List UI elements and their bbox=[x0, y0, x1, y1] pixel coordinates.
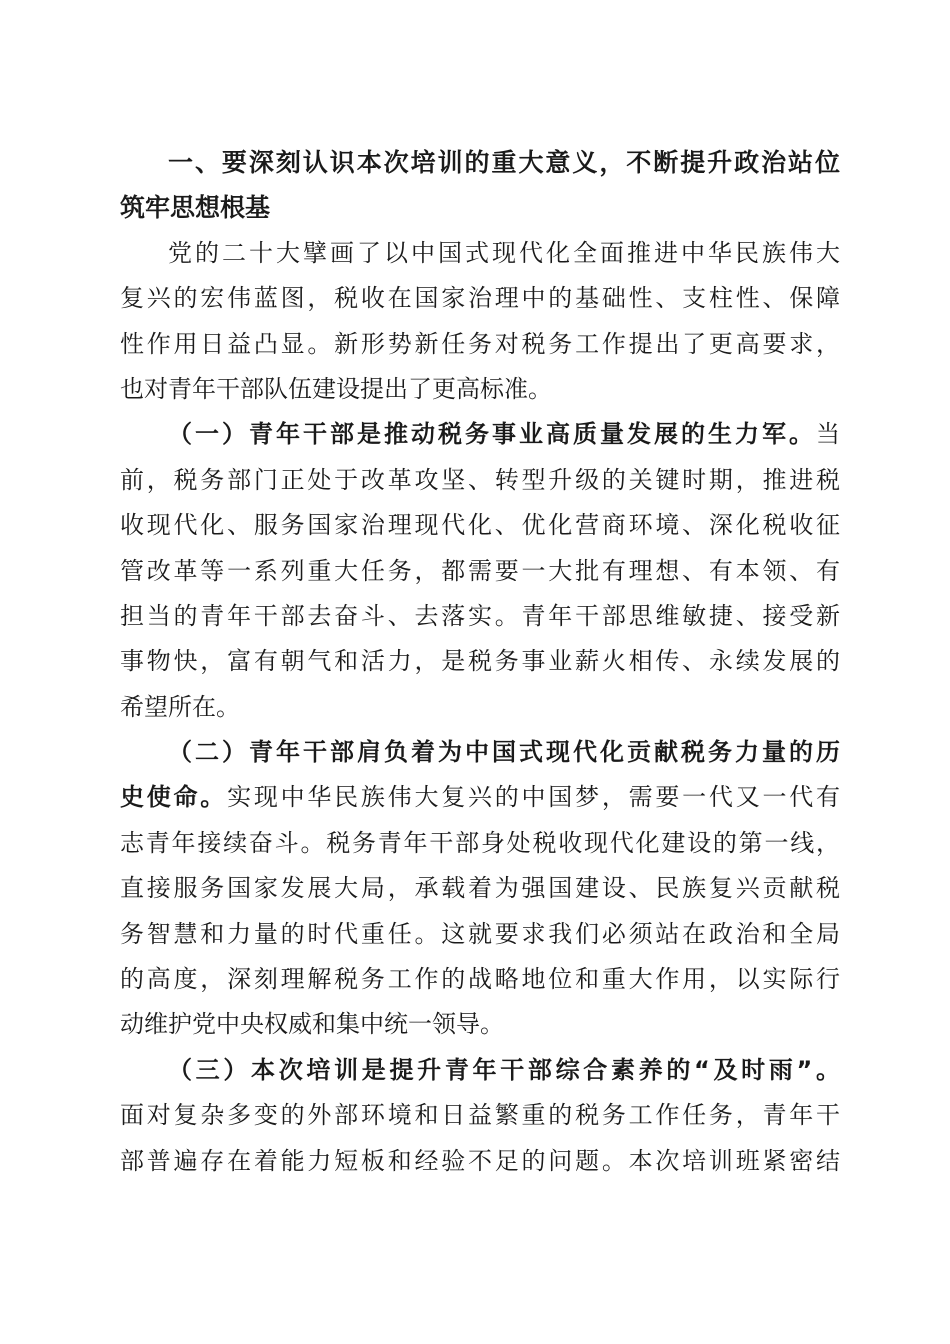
paragraph-line: 希望所在。 bbox=[120, 692, 240, 721]
subsection-2-second-line bbox=[120, 775, 840, 820]
paragraph-line: 前，税务部门正处于改革攻坚、转型升级的关键时期，推进税 bbox=[120, 465, 840, 494]
paragraph-line: 管改革等一系列重大任务，都需要一大批有理想、有本领、有 bbox=[120, 556, 840, 585]
subsection-3-lead: （三）本次培训是提升青年干部综合素养的“及时雨”。 bbox=[168, 1055, 840, 1084]
intro-paragraph bbox=[120, 231, 840, 413]
document-page bbox=[120, 140, 840, 1184]
subsection-1-lead: （一）青年干部是推动税务事业高质量发展的生力军。 bbox=[168, 420, 816, 449]
subsection-3 bbox=[120, 1048, 840, 1184]
paragraph-line: 事物快，富有朝气和活力，是税务事业薪火相传、永续发展的 bbox=[120, 647, 840, 676]
subsection-2-second-tail: 实现中华民族伟大复兴的中国梦，需要一代又一代有 bbox=[227, 783, 840, 812]
section-heading bbox=[120, 140, 840, 231]
subsection-2-lead-line-1: （二）青年干部肩负着为中国式现代化贡献税务力量的历 bbox=[168, 738, 840, 767]
paragraph-line: 志青年接续奋斗。税务青年干部身处税收现代化建设的第一线， bbox=[120, 828, 840, 857]
subsection-2 bbox=[120, 730, 840, 1048]
paragraph-line: 直接服务国家发展大局，承载着为强国建设、民族复兴贡献税 bbox=[120, 874, 840, 903]
heading-line-2: 筑牢思想根基 bbox=[120, 193, 271, 223]
paragraph-line: 党的二十大擘画了以中国式现代化全面推进中华民族伟大 bbox=[168, 238, 840, 267]
paragraph-line: 性作用日益凸显。新形势新任务对税务工作提出了更高要求， bbox=[120, 329, 840, 358]
paragraph-line: 动维护党中央权威和集中统一领导。 bbox=[120, 1010, 504, 1039]
paragraph-line: 也对青年干部队伍建设提出了更高标准。 bbox=[120, 374, 552, 403]
subsection-2-lead-line-2: 史使命。 bbox=[120, 783, 228, 812]
paragraph-line: 收现代化、服务国家治理现代化、优化营商环境、深化税收征 bbox=[120, 511, 840, 540]
subsection-1 bbox=[120, 412, 840, 730]
paragraph-line: 的高度，深刻理解税务工作的战略地位和重大作用，以实际行 bbox=[120, 965, 840, 994]
subsection-1-first-line bbox=[120, 412, 840, 457]
paragraph-line: 面对复杂多变的外部环境和日益繁重的税务工作任务，青年干 bbox=[120, 1101, 840, 1130]
paragraph-line: 部普遍存在着能力短板和经验不足的问题。本次培训班紧密结 bbox=[120, 1146, 840, 1175]
heading-line-1: 一、要深刻认识本次培训的重大意义，不断提升政治站位 bbox=[168, 148, 840, 177]
paragraph-line: 复兴的宏伟蓝图，税收在国家治理中的基础性、支柱性、保障 bbox=[120, 284, 840, 313]
subsection-1-first-tail: 当 bbox=[816, 420, 840, 449]
paragraph-line: 担当的青年干部去奋斗、去落实。青年干部思维敏捷、接受新 bbox=[120, 601, 840, 630]
paragraph-line: 务智慧和力量的时代重任。这就要求我们必须站在政治和全局 bbox=[120, 919, 840, 948]
